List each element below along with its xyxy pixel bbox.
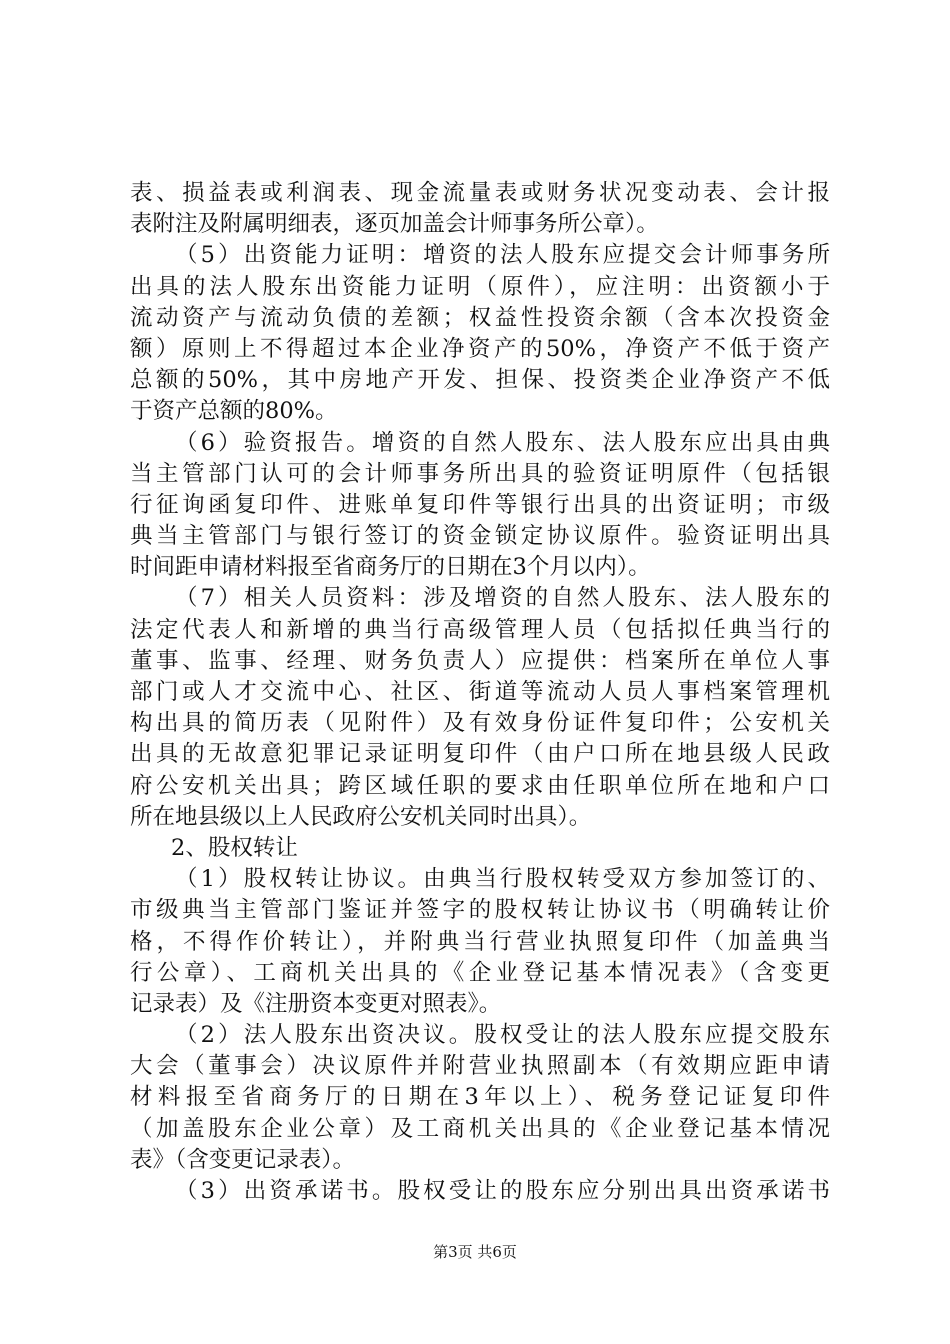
text-line: 当主管部门认可的会计师事务所出具的验资证明原件（包括银	[130, 460, 830, 487]
text-line: （加盖股东企业公章）及工商机关出具的《企业登记基本情况	[130, 1115, 830, 1142]
text-line: 部门或人才交流中心、社区、街道等流动人员人事档案管理机	[130, 679, 830, 705]
text-line: 行公章）、工商机关出具的《企业登记基本情况表》（含变更	[130, 959, 830, 986]
text-line: 格，不得作价转让），并附典当行营业执照复印件（加盖典当	[130, 928, 830, 955]
document-body	[130, 178, 830, 1207]
paragraph-first-line: （7）相关人员资料：涉及增资的自然人股东、法人股东的	[175, 585, 830, 612]
text-line: 表附注及附属明细表，逐页加盖会计师事务所公章）。	[130, 211, 659, 238]
text-line: 额）原则上不得超过本企业净资产的50%，净资产不低于资产	[130, 335, 830, 362]
text-line: 府公安机关出具；跨区域任职的要求由任职单位所在地和户口	[130, 772, 830, 799]
text-line: 总额的50%，其中房地产开发、担保、投资类企业净资产不低	[130, 367, 830, 394]
text-line: 流动资产与流动负债的差额；权益性投资余额（含本次投资金	[130, 304, 830, 331]
text-line: 于资产总额的80%。	[130, 398, 338, 425]
text-line: 所在地县级以上人民政府公安机关同时出具）。	[130, 803, 592, 830]
text-line: 记录表）及《注册资本变更对照表》。	[130, 990, 502, 1017]
text-line: 市级典当主管部门鉴证并签字的股权转让协议书（明确转让价	[130, 897, 830, 924]
text-line: 出具的无故意犯罪记录证明复印件（由户口所在地县级人民政	[130, 741, 830, 768]
text-line: 典当主管部门与银行签订的资金锁定协议原件。验资证明出具	[130, 523, 830, 550]
paragraph-first-line: （1）股权转让协议。由典当行股权转受双方参加签订的、	[175, 866, 830, 893]
page-number-footer: 第3页 共6页	[433, 1243, 517, 1261]
text-line: 董事、监事、经理、财务负责人）应提供：档案所在单位人事	[130, 647, 830, 674]
text-line: 构出具的简历表（见附件）及有效身份证件复印件；公安机关	[130, 710, 830, 737]
paragraph-first-line: （5）出资能力证明：增资的法人股东应提交会计师事务所	[175, 242, 830, 269]
text-line: 出具的法人股东出资能力证明（原件），应注明：出资额小于	[130, 273, 830, 300]
text-line: 表、损益表或利润表、现金流量表或财务状况变动表、会计报	[130, 180, 830, 206]
text-line: 法定代表人和新增的典当行高级管理人员（包括拟任典当行的	[130, 616, 830, 643]
paragraph-first-line: （2）法人股东出资决议。股权受让的法人股东应提交股东	[175, 1022, 830, 1049]
text-line: 材料报至省商务厅的日期在3年以上）、税务登记证复印件	[130, 1084, 830, 1111]
section-heading: 2、股权转让	[171, 834, 298, 861]
text-line: 表》（含变更记录表）。	[130, 1146, 356, 1173]
paragraph-first-line: （3）出资承诺书。股权受让的股东应分别出具出资承诺书	[175, 1178, 830, 1204]
text-line: 大会（董事会）决议原件并附营业执照副本（有效期应距申请	[130, 1053, 830, 1080]
text-line: 时间距申请材料报至省商务厅的日期在3个月以内）。	[130, 554, 651, 581]
text-line: 行征询函复印件、进账单复印件等银行出具的出资证明；市级	[130, 491, 830, 518]
paragraph-first-line: （6）验资报告。增资的自然人股东、法人股东应出具由典	[175, 429, 830, 456]
